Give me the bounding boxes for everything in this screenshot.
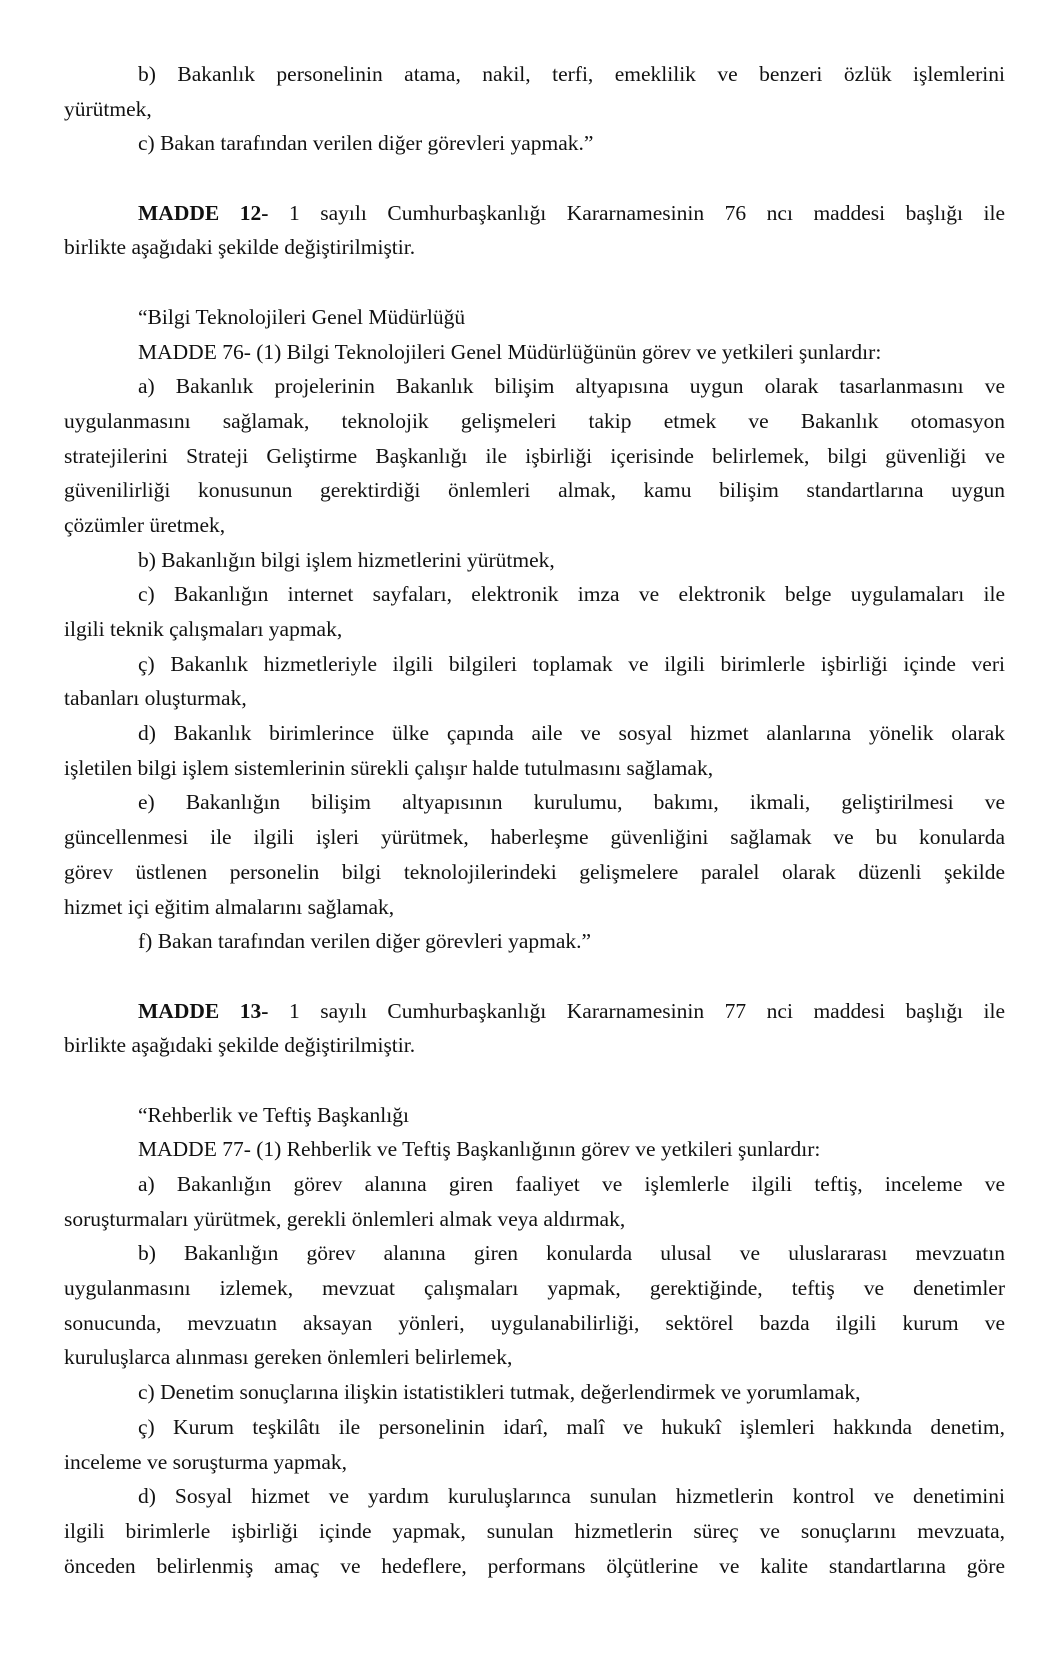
paragraph [64, 1132, 1005, 1167]
text-line: a) Bakanlığın görev alanına giren faaliyet ve işlemlerle ilgili teftiş, inceleme ve [138, 1172, 1005, 1196]
paragraph [64, 785, 1005, 924]
text-line: MADDE 77- (1) Rehberlik ve Teftiş Başkanlığının görev ve yetkileri şunlardır: [138, 1137, 821, 1162]
text-line: “Rehberlik ve Teftiş Başkanlığı [138, 1102, 409, 1127]
paragraph [64, 1098, 1005, 1133]
text-line: önceden belirlenmiş amaç ve hedeflere, performans ölçütlerine ve kalite standartlarına göre [64, 1553, 1005, 1578]
text-line: MADDE 76- (1) Bilgi Teknolojileri Genel Müdürlüğünün görev ve yetkileri şunlardır: [138, 339, 882, 364]
text-line: soruşturmaları yürütmek, gerekli önlemleri almak veya aldırmak, [64, 1206, 626, 1231]
text-line: d) Sosyal hizmet ve yardım kuruluşlarınca sunulan hizmetlerin kontrol ve denetimini [138, 1484, 1005, 1509]
text-line: c) Denetim sonuçlarına ilişkin istatistikleri tutmak, değerlendirmek ve yorumlamak, [138, 1380, 861, 1405]
text-line [64, 994, 1005, 1029]
paragraph-spacer [64, 265, 1005, 300]
article-number: MADDE 13- [138, 998, 269, 1023]
paragraph [64, 1375, 1005, 1410]
text-line: “Bilgi Teknolojileri Genel Müdürlüğü [138, 304, 466, 329]
text-line: uygulanmasını sağlamak, teknolojik gelişmeleri takip etmek ve Bakanlık otomasyon [64, 408, 1005, 433]
paragraph [64, 1167, 1005, 1236]
paragraph [64, 543, 1005, 578]
text-line: b) Bakanlığın görev alanına giren konularda ulusal ve uluslararası mevzuatın [138, 1241, 1005, 1266]
text-line: e) Bakanlığın bilişim altyapısının kurulumu, bakımı, ikmali, geliştirilmesi ve [138, 790, 1005, 815]
paragraph [64, 577, 1005, 646]
text-line: işletilen bilgi işlem sistemlerinin sürekli çalışır halde tutulmasını sağlamak, [64, 755, 714, 780]
article-paragraph [64, 994, 1005, 1063]
text-line: c) Bakan tarafından verilen diğer görevleri yapmak.” [138, 131, 594, 156]
text-line: ç) Kurum teşkilâtı ile personelinin idarî, malî ve hukukî işlemleri hakkında denetim, [138, 1414, 1005, 1439]
text-line: güncellenmesi ile ilgili işleri yürütmek, haberleşme güvenliğini sağlamak ve bu konularda [64, 825, 1005, 850]
text-line: hizmet içi eğitim almalarını sağlamak, [64, 894, 395, 919]
text-line: tabanları oluşturmak, [64, 686, 247, 711]
text-line: stratejilerini Strateji Geliştirme Başkanlığı ile işbirliği içerisinde belirlemek, bilgi güvenliği ve [64, 443, 1005, 468]
paragraph [64, 369, 1005, 542]
text-line: uygulanmasını izlemek, mevzuat çalışmaları yapmak, gerektiğinde, teftiş ve denetimler [64, 1276, 1005, 1301]
paragraph [64, 1410, 1005, 1479]
text-line: ilgili birimlerle işbirliği içinde yapmak, sunulan hizmetlerin süreç ve sonuçlarını mevzuata, [64, 1518, 1005, 1543]
text-line: çözümler üretmek, [64, 512, 226, 537]
text-line: yürütmek, [64, 96, 152, 121]
article-number: MADDE 12- [138, 200, 269, 225]
paragraph [64, 300, 1005, 335]
article-text: 1 sayılı Cumhurbaşkanlığı Kararnamesinin 76 ncı maddesi başlığı ile [268, 200, 1006, 225]
text-line: b) Bakanlık personelinin atama, nakil, terfi, emeklilik ve benzeri özlük işlemlerini [138, 62, 1005, 86]
text-line: b) Bakanlığın bilgi işlem hizmetlerini yürütmek, [138, 547, 555, 572]
text-line: a) Bakanlık projelerinin Bakanlık bilişim altyapısına uygun olarak tasarlanmasını ve [138, 374, 1005, 399]
text-line: f) Bakan tarafından verilen diğer görevleri yapmak.” [138, 929, 592, 954]
text-line: görev üstlenen personelin bilgi teknolojilerindeki gelişmelere paralel olarak düzenli şekilde [64, 859, 1005, 884]
text-line: güvenilirliği konusunun gerektirdiği önlemleri almak, kamu bilişim standartlarına uygun [64, 478, 1005, 503]
text-line: birlikte aşağıdaki şekilde değiştirilmiştir. [64, 1033, 416, 1058]
paragraph [64, 335, 1005, 370]
text-line [64, 196, 1005, 231]
paragraph [64, 716, 1005, 785]
text-line: ilgili teknik çalışmaları yapmak, [64, 617, 343, 641]
text-line: d) Bakanlık birimlerince ülke çapında aile ve sosyal hizmet alanlarına yönelik olarak [138, 721, 1005, 746]
text-line: ç) Bakanlık hizmetleriyle ilgili bilgileri toplamak ve ilgili birimlerle işbirliği içinde veri [138, 651, 1005, 676]
text-line: birlikte aşağıdaki şekilde değiştirilmiştir. [64, 235, 416, 260]
text-line: sonucunda, mevzuatın aksayan yönleri, uygulanabilirliği, sektörel bazda ilgili kurum ve [64, 1310, 1005, 1335]
paragraph [64, 1479, 1005, 1583]
document-page [64, 57, 1005, 1583]
text-line: inceleme ve soruşturma yapmak, [64, 1449, 347, 1474]
paragraph-spacer [64, 1063, 1005, 1098]
paragraph [64, 57, 1005, 126]
article-paragraph [64, 196, 1005, 265]
paragraph [64, 1236, 1005, 1375]
paragraph [64, 647, 1005, 716]
article-text: 1 sayılı Cumhurbaşkanlığı Kararnamesinin 77 nci maddesi başlığı ile [268, 998, 1006, 1023]
text-line: c) Bakanlığın internet sayfaları, elektronik imza ve elektronik belge uygulamaları ile [138, 582, 1005, 607]
text-line: kuruluşlarca alınması gereken önlemleri belirlemek, [64, 1345, 513, 1370]
paragraph [64, 924, 1005, 959]
paragraph-spacer [64, 959, 1005, 994]
paragraph [64, 126, 1005, 161]
paragraph-spacer [64, 161, 1005, 196]
